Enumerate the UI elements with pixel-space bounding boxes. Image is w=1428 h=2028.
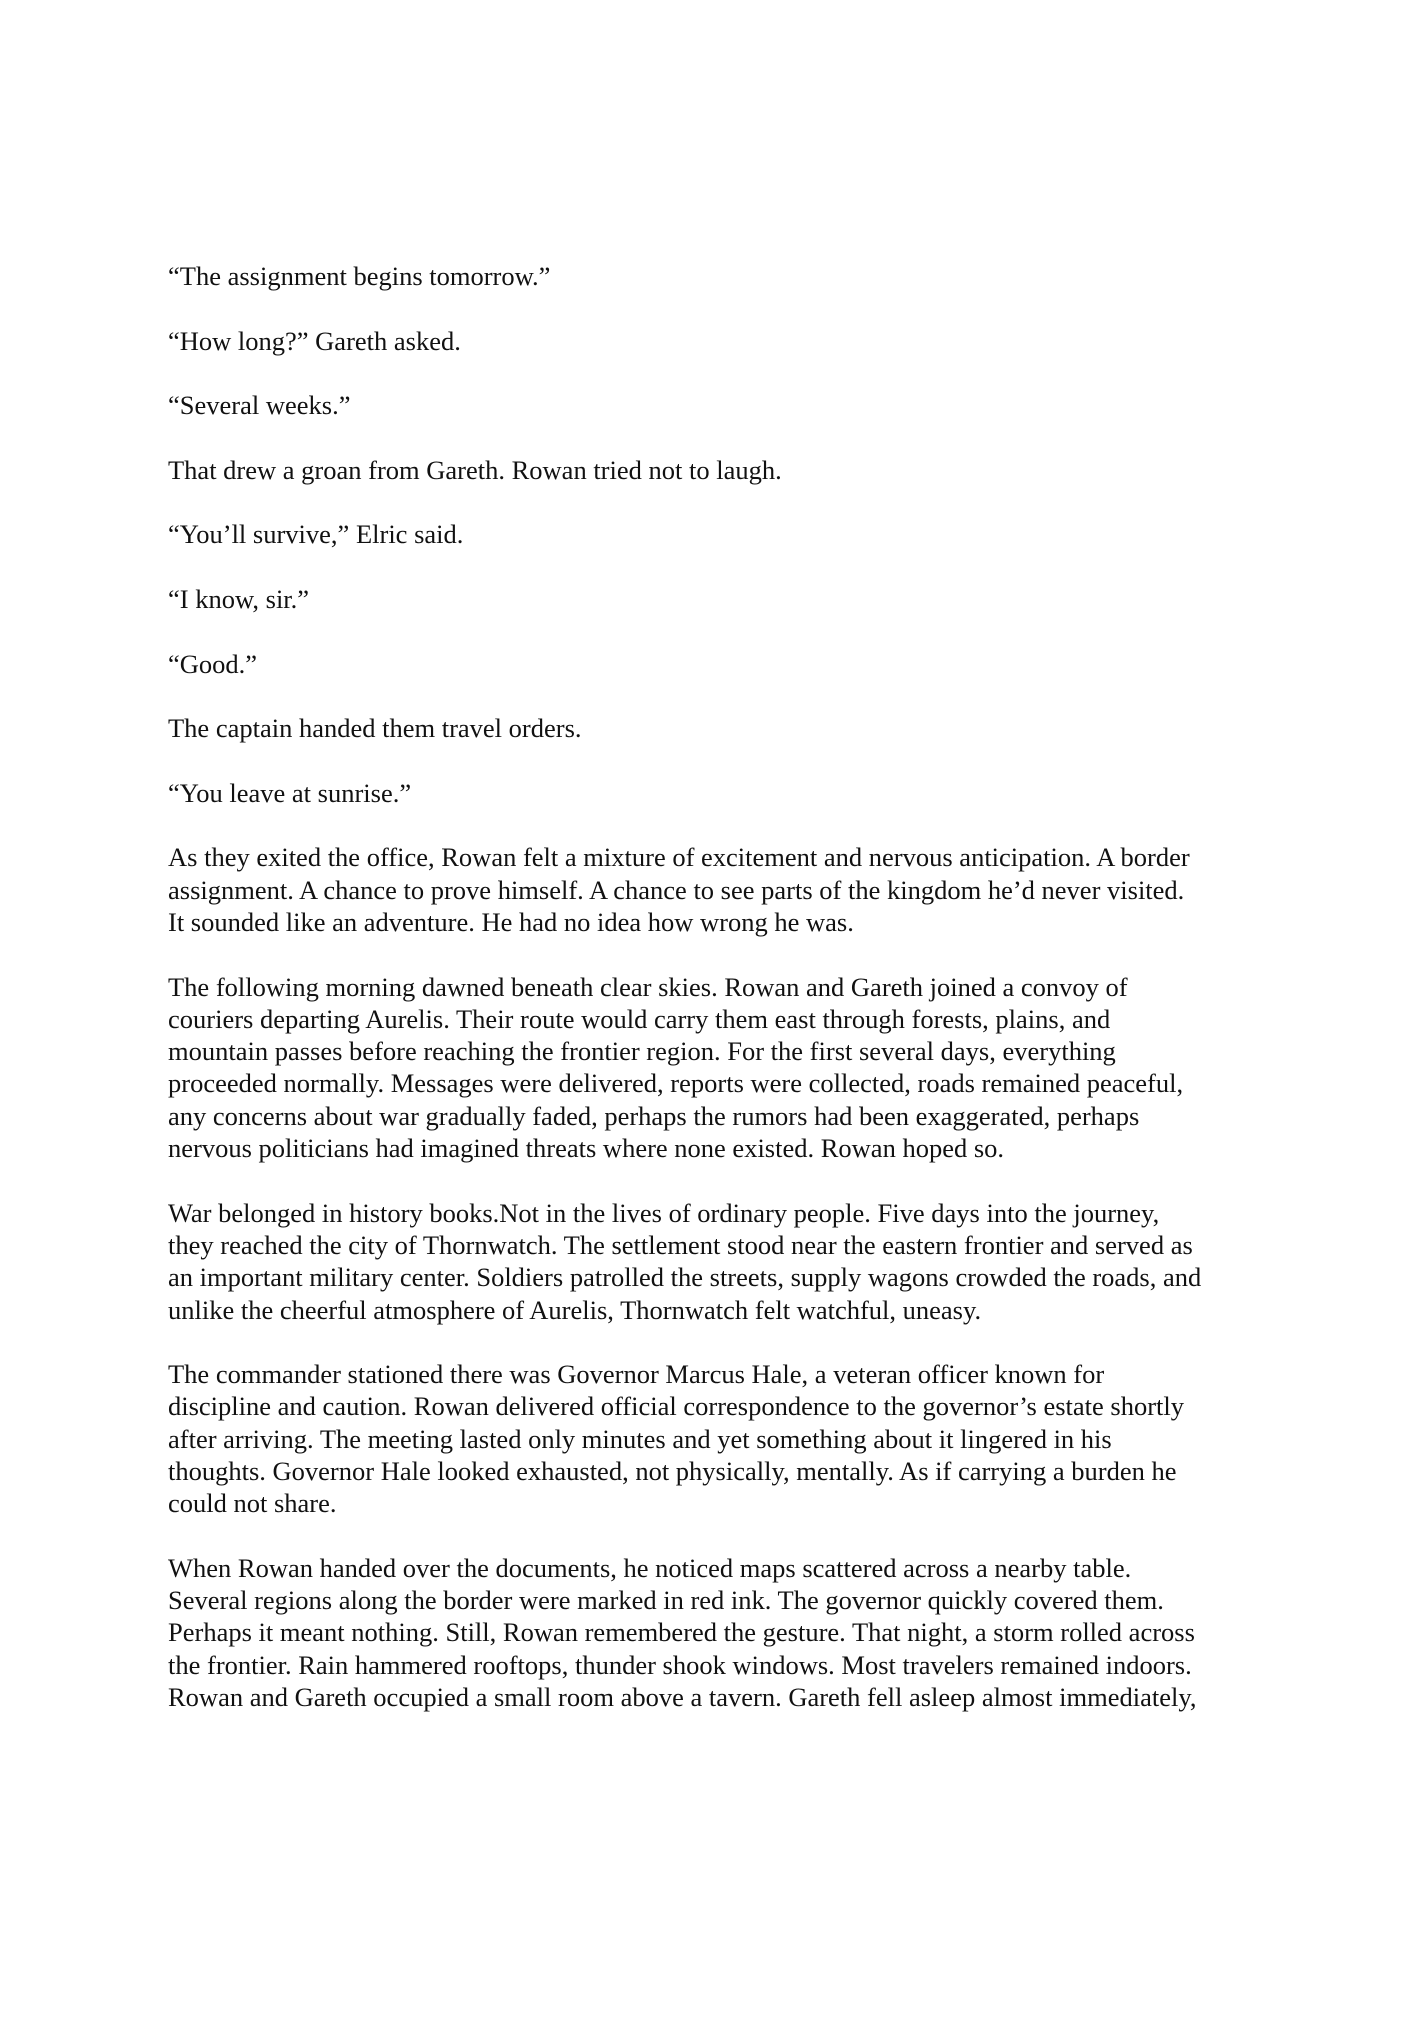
paragraph-9	[168, 777, 1288, 809]
text-line: “Several weeks.”	[168, 390, 351, 421]
text-line: could not share.	[168, 1488, 337, 1519]
text-line: The following morning dawned beneath clear skies. Rowan and Gareth joined a convoy of	[168, 971, 1128, 1002]
text-line: the frontier. Rain hammered rooftops, thunder shook windows. Most travelers remained indoors.	[168, 1649, 1192, 1680]
paragraph-11	[168, 971, 1288, 1165]
text-line: Rowan and Gareth occupied a small room above a tavern. Gareth fell asleep almost immediately,	[168, 1682, 1197, 1713]
text-line: nervous politicians had imagined threats where none existed. Rowan hoped so.	[168, 1133, 1005, 1164]
text-line: Several regions along the border were marked in red ink. The governor quickly covered them.	[168, 1585, 1164, 1616]
text-line: couriers departing Aurelis. Their route would carry them east through forests, plains, and	[168, 1003, 1111, 1034]
text-line: they reached the city of Thornwatch. The settlement stood near the eastern frontier and served as	[168, 1229, 1193, 1260]
text-line: proceeded normally. Messages were delivered, reports were collected, roads remained peaceful,	[168, 1068, 1184, 1099]
paragraph-14	[168, 1552, 1288, 1713]
text-line: unlike the cheerful atmosphere of Aurelis, Thornwatch felt watchful, uneasy.	[168, 1294, 982, 1325]
paragraph-3	[168, 389, 1288, 421]
text-line: “The assignment begins tomorrow.”	[168, 261, 551, 291]
paragraph-8	[168, 712, 1288, 744]
text-line: any concerns about war gradually faded, perhaps the rumors had been exaggerated, perhaps	[168, 1100, 1140, 1131]
paragraph-7	[168, 648, 1288, 680]
paragraph-4	[168, 454, 1288, 486]
paragraph-10	[168, 841, 1288, 938]
text-line: The commander stationed there was Governor Marcus Hale, a veteran officer known for	[168, 1359, 1105, 1390]
text-line: “You leave at sunrise.”	[168, 777, 412, 808]
text-line: Perhaps it meant nothing. Still, Rowan remembered the gesture. That night, a storm rolled across	[168, 1617, 1195, 1648]
paragraph-1	[168, 260, 1288, 292]
text-line: discipline and caution. Rowan delivered official correspondence to the governor’s estate shortly	[168, 1391, 1185, 1422]
text-line: “You’ll survive,” Elric said.	[168, 519, 464, 550]
text-line: “Good.”	[168, 648, 258, 679]
paragraph-6	[168, 583, 1288, 615]
text-line: after arriving. The meeting lasted only minutes and yet something about it lingered in his	[168, 1423, 1112, 1454]
text-line: As they exited the office, Rowan felt a mixture of excitement and nervous anticipation. A border	[168, 842, 1190, 873]
text-line: “I know, sir.”	[168, 583, 310, 614]
paragraph-5	[168, 518, 1288, 550]
text-line: assignment. A chance to prove himself. A chance to see parts of the kingdom he’d never visited.	[168, 874, 1185, 905]
text-line: “How long?” Gareth asked.	[168, 325, 461, 356]
text-line: The captain handed them travel orders.	[168, 713, 582, 744]
paragraph-13	[168, 1358, 1288, 1519]
text-line: That drew a groan from Gareth. Rowan tried not to laugh.	[168, 454, 782, 485]
text-line: When Rowan handed over the documents, he noticed maps scattered across a nearby table.	[168, 1552, 1132, 1583]
text-line: mountain passes before reaching the frontier region. For the first several days, everything	[168, 1036, 1116, 1067]
paragraph-12	[168, 1197, 1288, 1326]
document-body	[168, 260, 1288, 1746]
text-line: It sounded like an adventure. He had no idea how wrong he was.	[168, 906, 854, 937]
text-line: thoughts. Governor Hale looked exhausted, not physically, mentally. As if carrying a burden he	[168, 1455, 1177, 1486]
text-line: War belonged in history books.Not in the lives of ordinary people. Five days into the journey,	[168, 1197, 1160, 1228]
text-line: an important military center. Soldiers patrolled the streets, supply wagons crowded the roads, and	[168, 1262, 1202, 1293]
paragraph-2	[168, 325, 1288, 357]
